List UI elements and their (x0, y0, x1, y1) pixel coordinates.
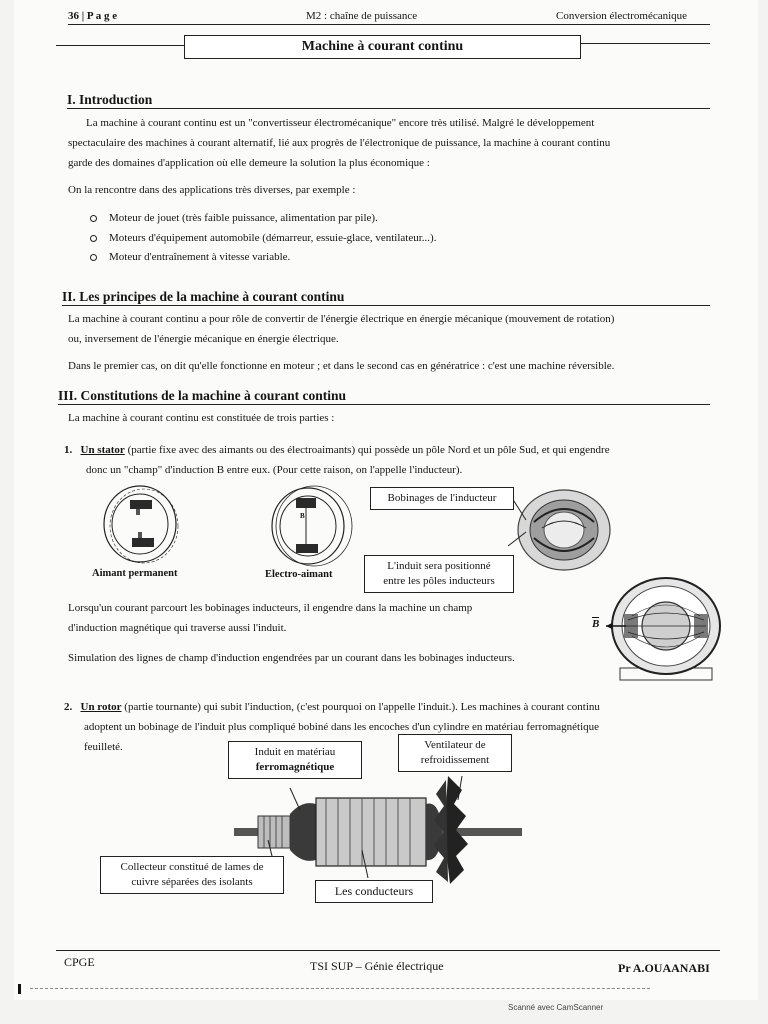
scanner-watermark: Scanné avec CamScanner (508, 1003, 604, 1012)
scan-edge (30, 988, 650, 989)
svg-text:B: B (300, 512, 305, 520)
callout-cooling-fan: Ventilateur de refroidissement (398, 734, 512, 772)
b-field-label: B (592, 618, 600, 630)
scan-mark (18, 984, 21, 994)
footer-rule (56, 950, 720, 951)
footer-left: CPGE (64, 955, 95, 969)
header-rule (68, 24, 710, 25)
list-item: Moteur de jouet (très faible puissance, alimentation par pile). (90, 212, 378, 224)
callout-armature-core: Induit en matériau ferromagnétique (228, 741, 362, 779)
title-rule-right (580, 43, 710, 44)
callout-field-winding: Bobinages de l'inducteur (370, 487, 514, 510)
callout-commutator: Collecteur constitué de lames de cuivre séparées des isolants (100, 856, 284, 894)
constitution-intro: La machine à courant continu est constituée de trois parties : (68, 412, 335, 424)
footer-center: TSI SUP – Génie électrique (310, 959, 444, 973)
intro-paragraph: La machine à courant continu est un "convertisseur électromécanique" encore très utilisé. Malgré le développement spectaculaire des machines à courant alternatif, lié aux progrès de l'électronique de puissance, la machine à courant continu garde des domaines d'application où elle demeure la solution la plus économique : (68, 117, 611, 169)
permanent-magnet-stator-figure (100, 482, 180, 570)
rotor-paragraph: 2. Un rotor (partie tournante) qui subit l'induction, (c'est pourquoi on l'appelle l'induit.). Les machines à courant continu adoptent un bobinage de l'induit plus compliqué bobiné dans les encoches d'un cylindre en matériau ferromagnétique feuilleté. (64, 701, 600, 753)
page-number: 36 | P a g e (68, 10, 118, 22)
intro-examples-lead: On la rencontre dans des applications très diverses, par exemple : (68, 184, 356, 196)
field-paragraph: Lorsqu'un courant parcourt les bobinages inducteurs, il engendre dans la machine un champ d'induction magnétique qui traverse aussi l'induit. (68, 602, 473, 634)
callout-conductors: Les conducteurs (315, 880, 433, 903)
list-item: Moteur d'entraînement à vitesse variable. (90, 251, 290, 263)
simulation-caption: Simulation des lignes de champ d'induction engendrées par un courant dans les bobinages inducteurs. (68, 652, 515, 664)
electromagnet-caption: Electro-aimant (265, 569, 333, 580)
principles-reversible: Dans le premier cas, on dit qu'elle fonctionne en moteur ; et dans le second cas en génératrice : c'est une machine réversible. (68, 360, 615, 372)
footer-right: Pr A.OUAANABI (618, 961, 710, 975)
electromagnet-stator-figure (264, 480, 358, 572)
page-title: Machine à courant continu (184, 35, 581, 59)
subject-label: Conversion électromécanique (556, 10, 688, 22)
principles-paragraph: La machine à courant continu a pour rôle de convertir de l'énergie électrique en énergie mécanique (mouvement de rotation) ou, inversement de l'énergie mécanique en énergie électrique. (68, 313, 615, 345)
section-heading-constitution: III. Constitutions de la machine à courant continu (58, 388, 710, 405)
chapter-label: M2 : chaîne de puissance (306, 10, 418, 22)
stator-paragraph: 1. Un stator (partie fixe avec des aimants ou des électroaimants) qui possède un pôle Nord et un pôle Sud, et qui engendre donc un "champ" d'induction B entre eux. (Pour cette raison, on l'appelle l'inducteur). (64, 444, 610, 476)
title-rule-left (56, 45, 184, 46)
callout-armature-position: L'induit sera positionné entre les pôles inducteurs (364, 555, 514, 593)
magnet-caption: Aimant permanent (92, 568, 178, 579)
section-heading-intro: I. Introduction (67, 92, 710, 109)
field-lines-figure (606, 576, 726, 686)
section-heading-principles: II. Les principes de la machine à courant continu (62, 289, 710, 306)
list-item: Moteurs d'équipement automobile (démarreur, essuie-glace, ventilateur...). (90, 232, 436, 244)
